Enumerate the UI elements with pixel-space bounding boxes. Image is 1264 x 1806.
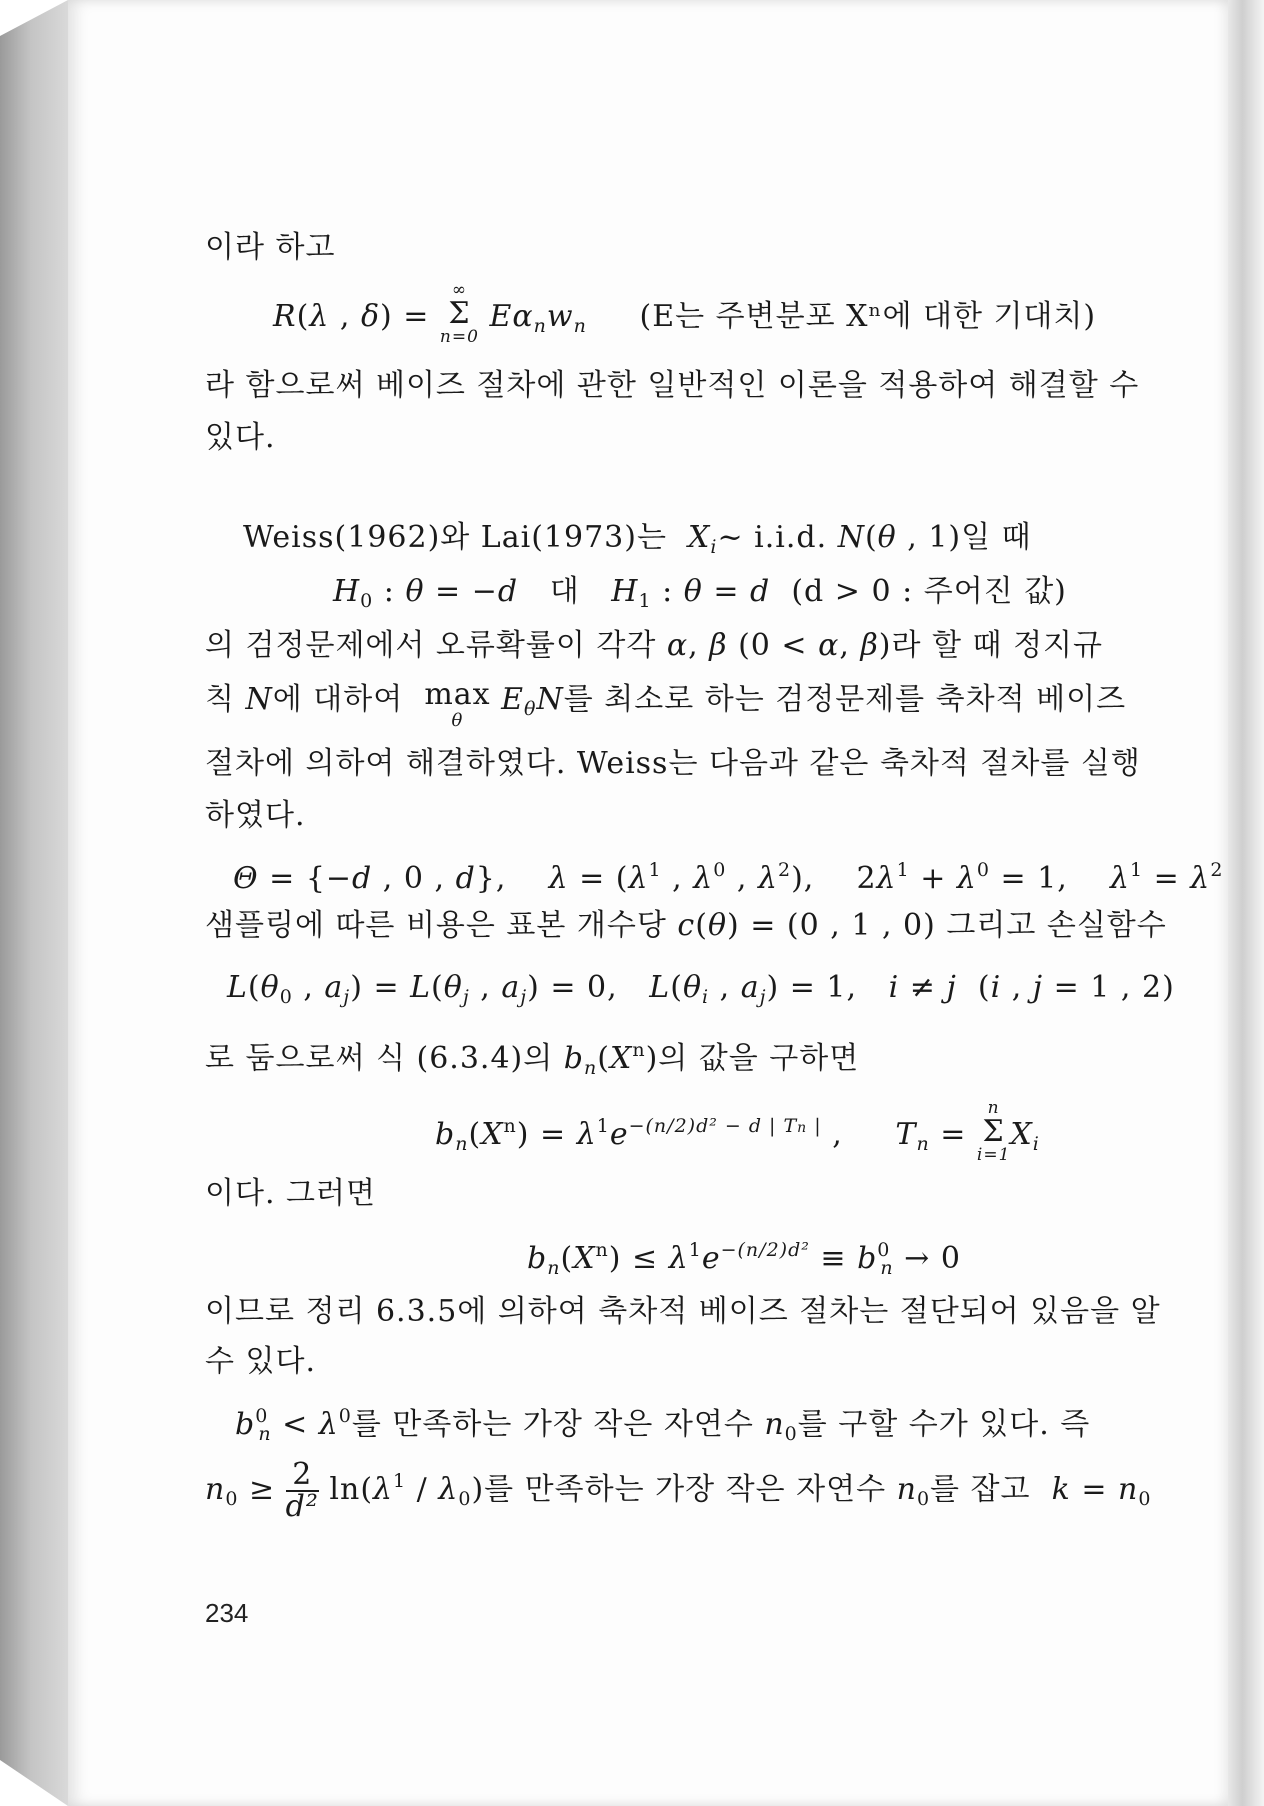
equation-bn: $b_n(X^n) = \lambda^1e^{-(n/2)d^2 - d | Tn |}$ , $T_n$ = n Σ i=1 $X_i$ [435, 1098, 1040, 1165]
text-line: 칙 N에 대하여 max θ $E_\theta N$를 최소로 하는 검정문제를 축차적 베이즈 [205, 677, 1127, 731]
text-line: Weiss(1962)와 Lai(1973)는 $X_i\sim$ i.i.d. N(θ , 1)일 때 [243, 520, 1032, 558]
text: 이므로 정리 6.3.5에 의하여 축차적 베이즈 절차는 절단되어 있음을 알 [205, 1294, 1161, 1329]
book-spine-left [0, 0, 68, 1806]
text: 하였다. [205, 798, 306, 833]
text: 이다. 그러면 [205, 1176, 376, 1211]
equation-hypothesis: $H_0$ : θ = −d 대 $H_1$ : θ = d (d > 0 : 주어진 값) [333, 574, 1067, 612]
text: 를 만족하는 가장 작은 자연수 [351, 1407, 754, 1442]
text: 의 검정문제에서 오류확률이 각각 [205, 628, 657, 663]
text: 일 때 [961, 520, 1032, 555]
text: 를 최소로 하는 검정문제를 축차적 베이즈 [563, 682, 1127, 717]
text-line [205, 1292, 1161, 1332]
text: Weiss(1962)와 Lai(1973)는 [243, 520, 667, 555]
text-line: $b^0_n < \lambda^0$를 만족하는 가장 작은 자연수 $n_0$를 구할 수가 있다. 즉 [235, 1405, 1091, 1445]
text-line [205, 744, 1141, 784]
risk-note: (E는 주변분포 Xⁿ에 대한 기대치) [639, 299, 1097, 334]
hypothesis-note: (d > 0 : 주어진 값) [791, 574, 1067, 609]
text-line [205, 796, 305, 836]
text-line [205, 228, 335, 268]
text: 그리고 손실함수 [946, 908, 1167, 943]
text: 라 함으로써 베이즈 절차에 관한 일반적인 이론을 적용하여 해결할 수 [205, 368, 1140, 403]
text-line [205, 366, 1139, 406]
text: 를 잡고 [930, 1472, 1031, 1507]
text: 수 있다. [205, 1344, 317, 1379]
text: 절차에 의하여 해결하였다. Weiss는 다음과 같은 축차적 절차를 실행 [205, 746, 1141, 781]
vs-text: 대 [549, 574, 580, 609]
text-line [205, 1342, 316, 1382]
text: 라 할 때 정지규 [891, 628, 1104, 663]
book-edge-right [1228, 0, 1264, 1806]
text: 칙 [205, 682, 235, 717]
text-line: 샘플링에 따른 비용은 표본 개수당 c(θ) = (0 , 1 , 0) 그리고 손실함수 [205, 908, 1167, 943]
text-line: 로 둠으로써 식 (6.3.4)의 $b_n(X^n)$의 값을 구하면 [205, 1039, 860, 1079]
text: 의 값을 구하면 [658, 1041, 860, 1076]
text-line [205, 1174, 376, 1214]
text-line: $n_0$ ≥ $\frac{2}{\text{d²}}$ $\ln(\lambda^1 / \lambda_0)$를 만족하는 가장 작은 자연수 $n_0$를 잡고 $k = n_0$ [205, 1457, 1152, 1524]
page-number: 234 [205, 1598, 249, 1628]
text: 로 둠으로써 식 (6.3.4)의 [205, 1041, 554, 1076]
text: 이라 하고 [205, 230, 336, 265]
text-line: 의 검정문제에서 오류확률이 각각 α, β (0 < α, β)라 할 때 정지규 [205, 628, 1104, 663]
book-page [68, 0, 1228, 1806]
text: 샘플링에 따른 비용은 표본 개수당 [205, 908, 667, 943]
text: 를 구할 수가 있다. 즉 [797, 1407, 1091, 1442]
text-line [205, 418, 276, 458]
text: 에 대하여 [272, 682, 404, 717]
equation-bound: $b_n(X^n) \le \lambda^1e^{-(n/2)d^2} \equiv b^0_n \to 0$ [527, 1239, 961, 1279]
text: 있다. [205, 420, 276, 455]
equation-parameters: Θ = {−d , 0 , d}, $\lambda = (\lambda^1$ , $\lambda^0$ , $\lambda^2$), $2\lambda^1 + \lambda^0 = 1$, $\lambda^1 = \lambda^2$ [233, 859, 1224, 896]
equation-loss: $L(\theta_0$ , $a_j) = L(\theta_j$ , $a_j) = 0$, $L(\theta_i$ , $a_j) = 1$, i ≠ j (i , j = 1 , 2) [227, 970, 1175, 1008]
text: 를 만족하는 가장 작은 자연수 [484, 1472, 887, 1507]
equation-risk: R(λ , δ) = ∞ Σ n=0 $E\alpha_nw_n$ (E는 주변분포 Xⁿ에 대한 기대치) [273, 280, 1097, 347]
